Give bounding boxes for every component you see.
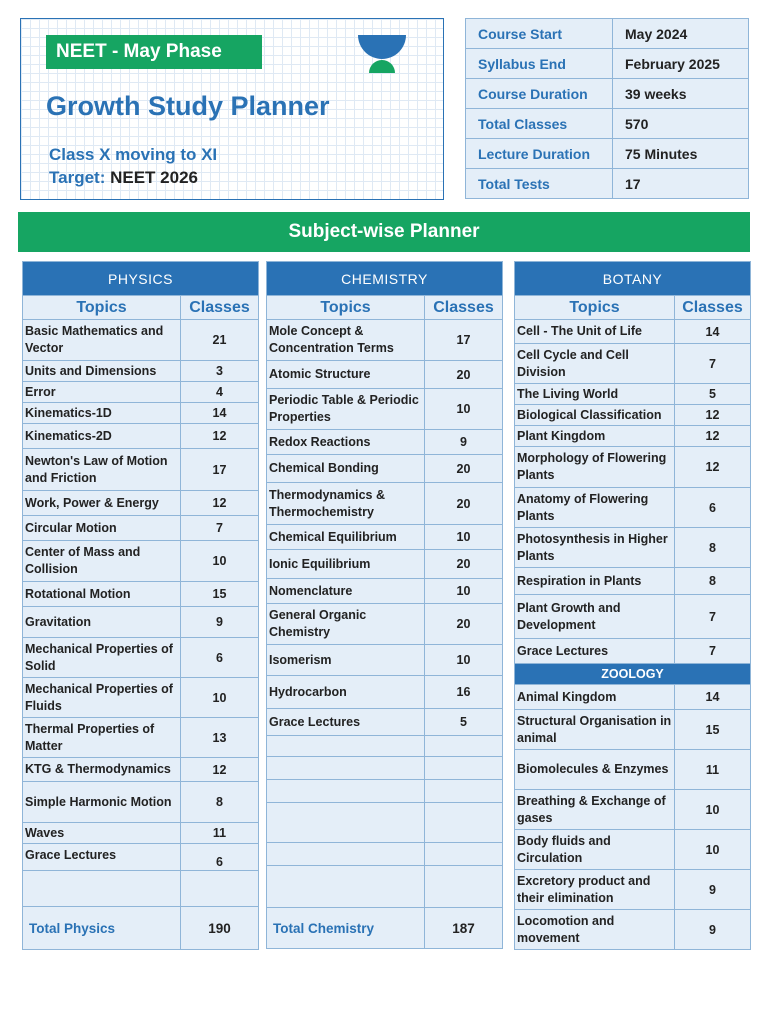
topic-cell: Newton's Law of Motion and Friction [23, 449, 181, 491]
empty-cell [267, 803, 425, 843]
classes-cell: 10 [675, 790, 751, 830]
topic-cell: Circular Motion [23, 516, 181, 541]
topic-cell: Mole Concept & Concentration Terms [267, 320, 425, 361]
info-label: Course Start [466, 19, 613, 49]
topic-cell: Biological Classification [515, 405, 675, 426]
topic-cell: Error [23, 382, 181, 403]
topic-cell: Thermal Properties of Matter [23, 718, 181, 758]
classes-cell: 15 [675, 710, 751, 750]
topic-cell: Plant Growth and Development [515, 595, 675, 639]
empty-cell [267, 736, 425, 757]
planner-header-card [20, 18, 444, 200]
zoology-title: ZOOLOGY [515, 664, 751, 685]
classes-cell: 10 [425, 645, 503, 676]
info-row [466, 79, 749, 109]
topic-cell: Structural Organisation in animal [515, 710, 675, 750]
topic-cell: Work, Power & Energy [23, 491, 181, 516]
empty-cell [425, 736, 503, 757]
classes-cell: 12 [181, 758, 259, 782]
target-value: NEET 2026 [110, 168, 198, 187]
chemistry-total-label: Total Chemistry [267, 908, 425, 949]
classes-cell: 7 [675, 639, 751, 664]
empty-cell [425, 843, 503, 866]
topic-cell: Ionic Equilibrium [267, 550, 425, 579]
classes-cell: 20 [425, 604, 503, 645]
topic-cell: Animal Kingdom [515, 685, 675, 710]
topic-cell: Cell Cycle and Cell Division [515, 344, 675, 384]
topic-cell: Mechanical Properties of Solid [23, 638, 181, 678]
classes-cell: 9 [181, 607, 259, 638]
info-label: Total Classes [466, 109, 613, 139]
info-value: 17 [613, 169, 749, 199]
classes-cell: 9 [675, 870, 751, 910]
physics-total-value: 190 [181, 907, 259, 950]
topic-cell: Nomenclature [267, 579, 425, 604]
topic-cell: Redox Reactions [267, 430, 425, 455]
classes-cell: 20 [425, 361, 503, 389]
classes-header: Classes [675, 296, 751, 320]
topic-cell: Simple Harmonic Motion [23, 782, 181, 823]
classes-header: Classes [425, 296, 503, 320]
topic-cell: Periodic Table & Periodic Properties [267, 389, 425, 430]
chemistry-title: CHEMISTRY [267, 262, 503, 296]
classes-cell: 14 [675, 320, 751, 344]
chemistry-total-value: 187 [425, 908, 503, 949]
classes-cell: 10 [425, 525, 503, 550]
empty-cell [267, 757, 425, 780]
classes-cell: 4 [181, 382, 259, 403]
topic-cell: Kinematics-1D [23, 403, 181, 424]
classes-cell: 12 [675, 405, 751, 426]
info-label: Course Duration [466, 79, 613, 109]
topic-cell: Morphology of Flowering Plants [515, 447, 675, 488]
topic-cell: KTG & Thermodynamics [23, 758, 181, 782]
topic-cell: Chemical Equilibrium [267, 525, 425, 550]
info-label: Lecture Duration [466, 139, 613, 169]
info-row [466, 169, 749, 199]
classes-cell: 20 [425, 550, 503, 579]
classes-cell: 16 [425, 676, 503, 709]
info-label: Syllabus End [466, 49, 613, 79]
empty-cell [425, 780, 503, 803]
class-line: Class X moving to XI [49, 145, 218, 164]
classes-cell: 13 [181, 718, 259, 758]
info-value: 75 Minutes [613, 139, 749, 169]
classes-cell: 9 [425, 430, 503, 455]
empty-cell [23, 871, 181, 907]
classes-cell: 11 [181, 823, 259, 844]
info-row [466, 49, 749, 79]
classes-cell: 9 [675, 910, 751, 950]
topic-cell: Excretory product and their elimination [515, 870, 675, 910]
classes-cell: 10 [425, 389, 503, 430]
physics-title: PHYSICS [23, 262, 259, 296]
section-banner: Subject-wise Planner [18, 212, 750, 252]
classes-cell: 7 [675, 595, 751, 639]
empty-cell [181, 871, 259, 907]
topic-cell: Biomolecules & Enzymes [515, 750, 675, 790]
topic-cell: Mechanical Properties of Fluids [23, 678, 181, 718]
topics-header: Topics [267, 296, 425, 320]
classes-cell: 6 [181, 844, 259, 871]
topics-header: Topics [515, 296, 675, 320]
phase-badge: NEET - May Phase [46, 35, 262, 69]
info-row [466, 109, 749, 139]
botany-title: BOTANY [515, 262, 751, 296]
classes-cell: 3 [181, 361, 259, 382]
classes-cell: 7 [675, 344, 751, 384]
classes-cell: 15 [181, 582, 259, 607]
topic-cell: Grace Lectures [23, 844, 181, 871]
classes-cell: 17 [181, 449, 259, 491]
topic-cell: Chemical Bonding [267, 455, 425, 483]
classes-cell: 6 [181, 638, 259, 678]
classes-cell: 20 [425, 455, 503, 483]
info-row [466, 19, 749, 49]
topic-cell: Kinematics-2D [23, 424, 181, 449]
classes-cell: 8 [675, 568, 751, 595]
info-value: February 2025 [613, 49, 749, 79]
classes-cell: 7 [181, 516, 259, 541]
classes-cell: 6 [675, 488, 751, 528]
classes-cell: 5 [425, 709, 503, 736]
page-title: Growth Study Planner [46, 91, 330, 121]
topic-cell: Thermodynamics & Thermochemistry [267, 483, 425, 525]
empty-cell [267, 843, 425, 866]
topic-cell: Respiration in Plants [515, 568, 675, 595]
target-label: Target: [49, 168, 106, 187]
topic-cell: Atomic Structure [267, 361, 425, 389]
classes-cell: 10 [181, 541, 259, 582]
info-value: 39 weeks [613, 79, 749, 109]
chemistry-table [266, 261, 503, 949]
classes-cell: 12 [675, 447, 751, 488]
classes-cell: 17 [425, 320, 503, 361]
topic-cell: Body fluids and Circulation [515, 830, 675, 870]
target-line [49, 168, 198, 188]
classes-cell: 10 [181, 678, 259, 718]
topic-cell: Hydrocarbon [267, 676, 425, 709]
info-value: 570 [613, 109, 749, 139]
topic-cell: Rotational Motion [23, 582, 181, 607]
topic-cell: Anatomy of Flowering Plants [515, 488, 675, 528]
info-row [466, 139, 749, 169]
classes-cell: 12 [675, 426, 751, 447]
empty-cell [425, 866, 503, 908]
course-info-table [465, 18, 749, 199]
topic-cell: Basic Mathematics and Vector [23, 320, 181, 361]
empty-cell [267, 780, 425, 803]
classes-header: Classes [181, 296, 259, 320]
classes-cell: 21 [181, 320, 259, 361]
brand-logo-icon [358, 35, 406, 75]
physics-table [22, 261, 259, 950]
topic-cell: General Organic Chemistry [267, 604, 425, 645]
empty-cell [425, 803, 503, 843]
empty-cell [425, 757, 503, 780]
topic-cell: Photosynthesis in Higher Plants [515, 528, 675, 568]
botany-table [514, 261, 751, 950]
topic-cell: Center of Mass and Collision [23, 541, 181, 582]
empty-cell [267, 866, 425, 908]
topic-cell: Grace Lectures [267, 709, 425, 736]
topic-cell: Locomotion and movement [515, 910, 675, 950]
topic-cell: Isomerism [267, 645, 425, 676]
classes-cell: 8 [675, 528, 751, 568]
info-label: Total Tests [466, 169, 613, 199]
info-value: May 2024 [613, 19, 749, 49]
classes-cell: 12 [181, 424, 259, 449]
classes-cell: 14 [181, 403, 259, 424]
classes-cell: 20 [425, 483, 503, 525]
topic-cell: Waves [23, 823, 181, 844]
classes-cell: 11 [675, 750, 751, 790]
topic-cell: Grace Lectures [515, 639, 675, 664]
topic-cell: Breathing & Exchange of gases [515, 790, 675, 830]
classes-cell: 10 [675, 830, 751, 870]
topic-cell: Units and Dimensions [23, 361, 181, 382]
topic-cell: The Living World [515, 384, 675, 405]
classes-cell: 12 [181, 491, 259, 516]
topic-cell: Cell - The Unit of Life [515, 320, 675, 344]
classes-cell: 8 [181, 782, 259, 823]
topic-cell: Gravitation [23, 607, 181, 638]
classes-cell: 10 [425, 579, 503, 604]
classes-cell: 14 [675, 685, 751, 710]
topics-header: Topics [23, 296, 181, 320]
classes-cell: 5 [675, 384, 751, 405]
physics-total-label: Total Physics [23, 907, 181, 950]
topic-cell: Plant Kingdom [515, 426, 675, 447]
